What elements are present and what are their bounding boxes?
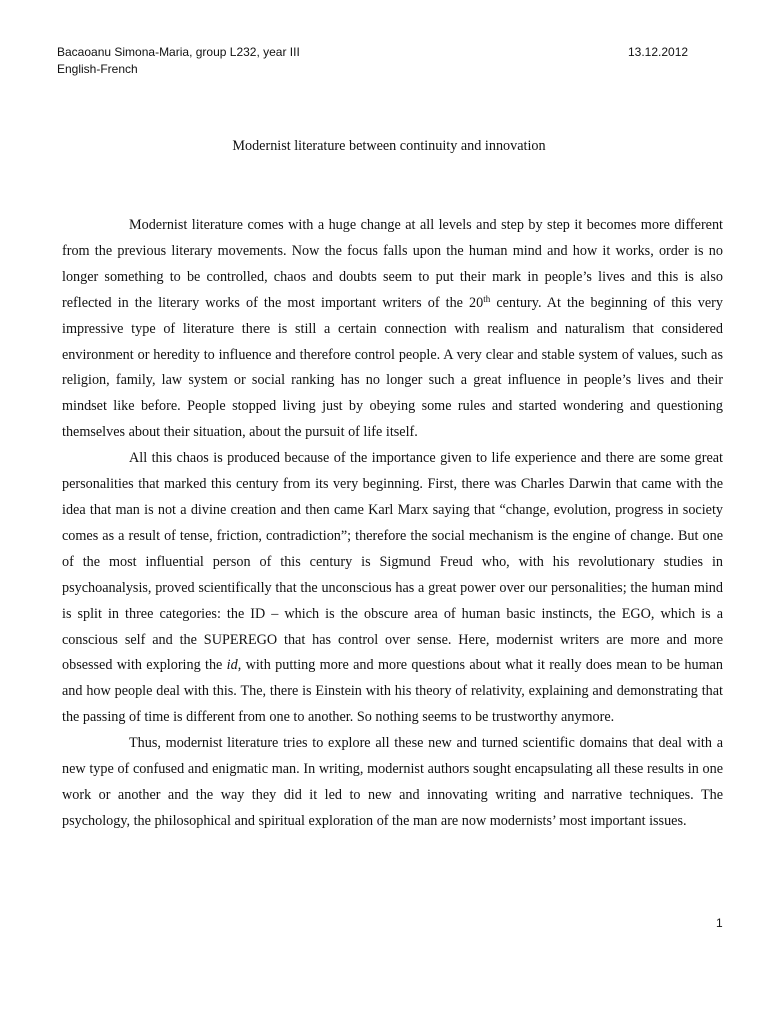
specialization: English-French [57, 62, 138, 76]
paragraph-1-part-b: century. At the beginning of this very impressive type of literature there is still a certain connection with realism and naturalism that considered environment or heredity to influence and therefore control people. A very clear and stable system of values, such as religion, family, law system or social ranking has no longer such a great influence in people’s lives and their mindset like before. People stopped living just by obeying some rules and started wondering and questioning themselves about their situation, about the pursuit of life itself. [62, 294, 723, 441]
paragraph-2-part-b: , with putting more and more questions about what it really does mean to be human and how people deal with this. The, there is Einstein with his theory of relativity, explaining and demonstrating that the passing of time is different from one to another. So nothing seems to be trustworthy anymore. [62, 657, 723, 726]
paragraph-3: Thus, modernist literature tries to explore all these new and turned scientific domains that deal with a new type of confused and enigmatic man. In writing, modernist authors sought encapsulating all these results in one work or another and the way they did it led to new and innovating writing and narrative techniques. The psychology, the philosophical and spiritual exploration of the man are now modernists’ most important issues. [62, 735, 723, 829]
header-date: 13.12.2012 [628, 45, 689, 59]
header-left [57, 44, 300, 78]
author-line: Bacaoanu Simona-Maria, group L232, year III [57, 45, 300, 59]
ordinal-superscript: th [483, 293, 491, 304]
paragraph-1 [62, 213, 723, 446]
document-title: Modernist literature between continuity and innovation [232, 138, 546, 154]
paragraph-2 [62, 446, 723, 731]
italic-term: id [226, 657, 238, 674]
document-body [62, 213, 723, 835]
paragraph-1-part-a: Modernist literature comes with a huge change at all levels and step by step it becomes more different from the previous literary movements. Now the focus falls upon the human mind and how it works, order is no longer something to be controlled, chaos and doubts seem to put their mark in people’s lives and this is also reflected in the literary works of the most important writers of the 20 [62, 217, 723, 311]
page-number: 1 [716, 916, 723, 930]
paragraph-2-part-a: All this chaos is produced because of the importance given to life experience and there are some great personalities that marked this century from its very beginning. First, there was Charles Darwin that came with the idea that man is not a divine creation and then came Karl Marx saying that “change, evolution, progress in society comes as a result of tense, friction, contradiction”; therefore the social mechanism is the engine of change. But one of the most influential person of this century is Sigmund Freud who, with his revolutionary studies in psychoanalysis, proved scientifically that the unconscious has a great power over our personalities; the human mind is split in three categories: the ID – which is the obscure area of human basic instincts, the EGO, which is a conscious self and the SUPEREGO that has control over sense. Here, modernist writers are more and more obsessed with exploring the [62, 450, 723, 674]
